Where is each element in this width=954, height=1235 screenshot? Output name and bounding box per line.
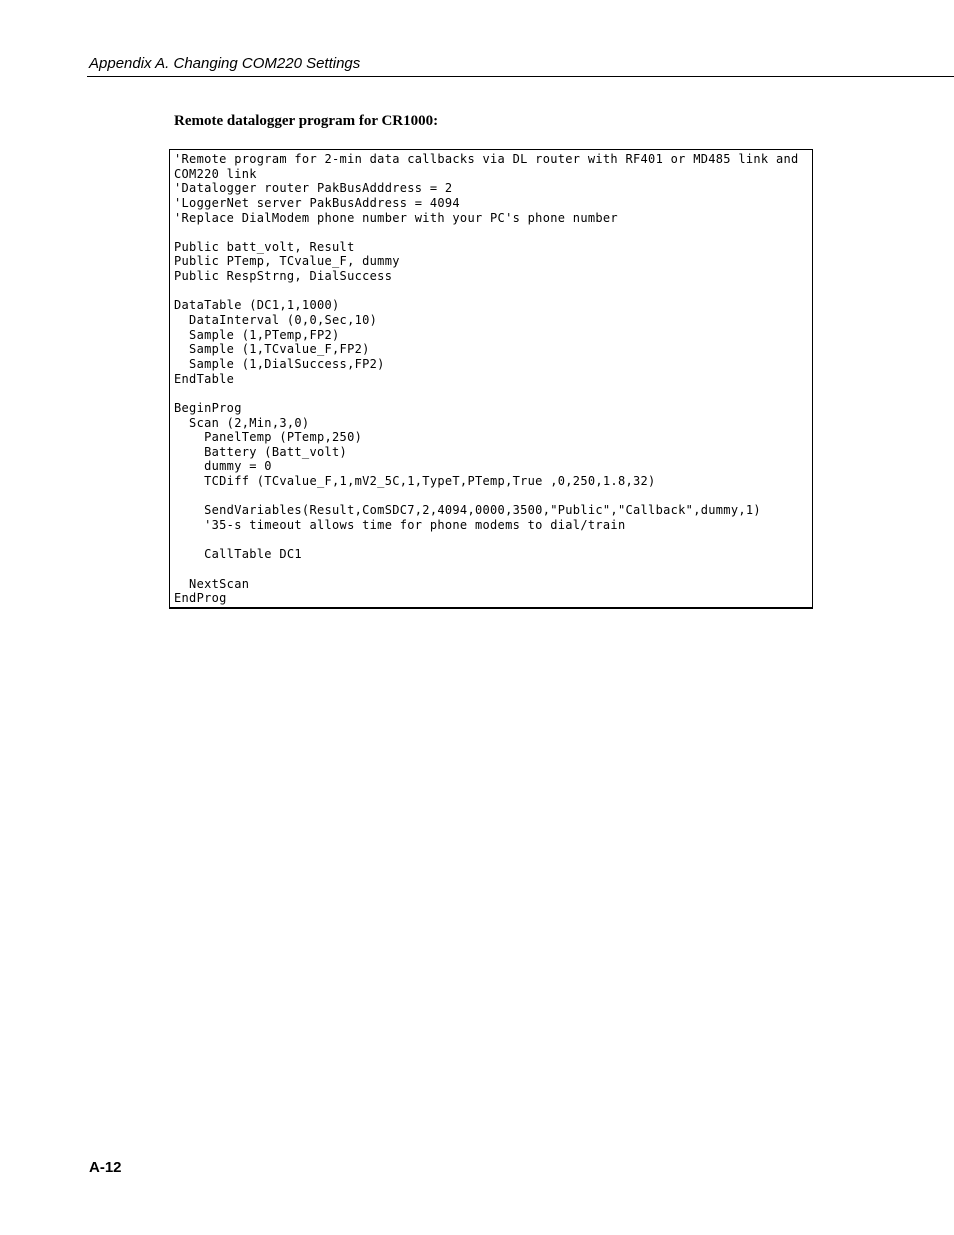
code-line: Public RespStrng, DialSuccess <box>174 269 393 284</box>
code-line: Sample (1,PTemp,FP2) <box>174 327 340 342</box>
code-line: 'LoggerNet server PakBusAddress = 4094 <box>174 195 460 210</box>
code-line <box>174 386 799 401</box>
code-line: 'Remote program for 2-min data callbacks via DL router with RF401 or MD485 link and <box>174 152 799 166</box>
code-line: Public PTemp, TCvalue_F, dummy <box>174 254 400 269</box>
code-line: TCDiff (TCvalue_F,1,mV2_5C,1,TypeT,PTemp,True ,0,250,1.8,32) <box>174 474 656 489</box>
code-line: DataTable (DC1,1,1000) <box>174 298 340 313</box>
code-line <box>174 489 799 504</box>
section-heading: Remote datalogger program for CR1000: <box>174 113 439 129</box>
code-listing <box>174 152 799 606</box>
running-header: Appendix A. Changing COM220 Settings <box>89 55 361 72</box>
code-line: Sample (1,TCvalue_F,FP2) <box>174 342 370 357</box>
code-listing-box <box>169 149 813 609</box>
code-line: EndTable <box>174 371 235 386</box>
code-line: Public batt_volt, Result <box>174 239 355 254</box>
code-line: EndProg <box>174 591 227 606</box>
code-line: dummy = 0 <box>174 459 272 474</box>
code-line: BeginProg <box>174 400 242 415</box>
code-line: DataInterval (0,0,Sec,10) <box>174 313 378 328</box>
code-line: CallTable DC1 <box>174 547 302 562</box>
code-line: '35-s timeout allows time for phone modems to dial/train <box>174 518 626 533</box>
code-line <box>174 562 799 577</box>
code-line: Sample (1,DialSuccess,FP2) <box>174 356 385 371</box>
code-line: SendVariables(Result,ComSDC7,2,4094,0000,3500,"Public","Callback",dummy,1) <box>174 503 761 518</box>
page-number: A-12 <box>89 1159 122 1176</box>
code-line: NextScan <box>174 576 250 591</box>
code-line: COM220 link <box>174 166 257 181</box>
code-line: Scan (2,Min,3,0) <box>174 415 310 430</box>
code-line <box>174 284 799 299</box>
code-line: Battery (Batt_volt) <box>174 444 348 459</box>
code-line <box>174 225 799 240</box>
header-rule <box>87 76 954 77</box>
code-line <box>174 533 799 548</box>
code-line: PanelTemp (PTemp,250) <box>174 430 363 445</box>
code-line: 'Datalogger router PakBusAdddress = 2 <box>174 181 453 196</box>
code-line: 'Replace DialModem phone number with your PC's phone number <box>174 210 618 225</box>
